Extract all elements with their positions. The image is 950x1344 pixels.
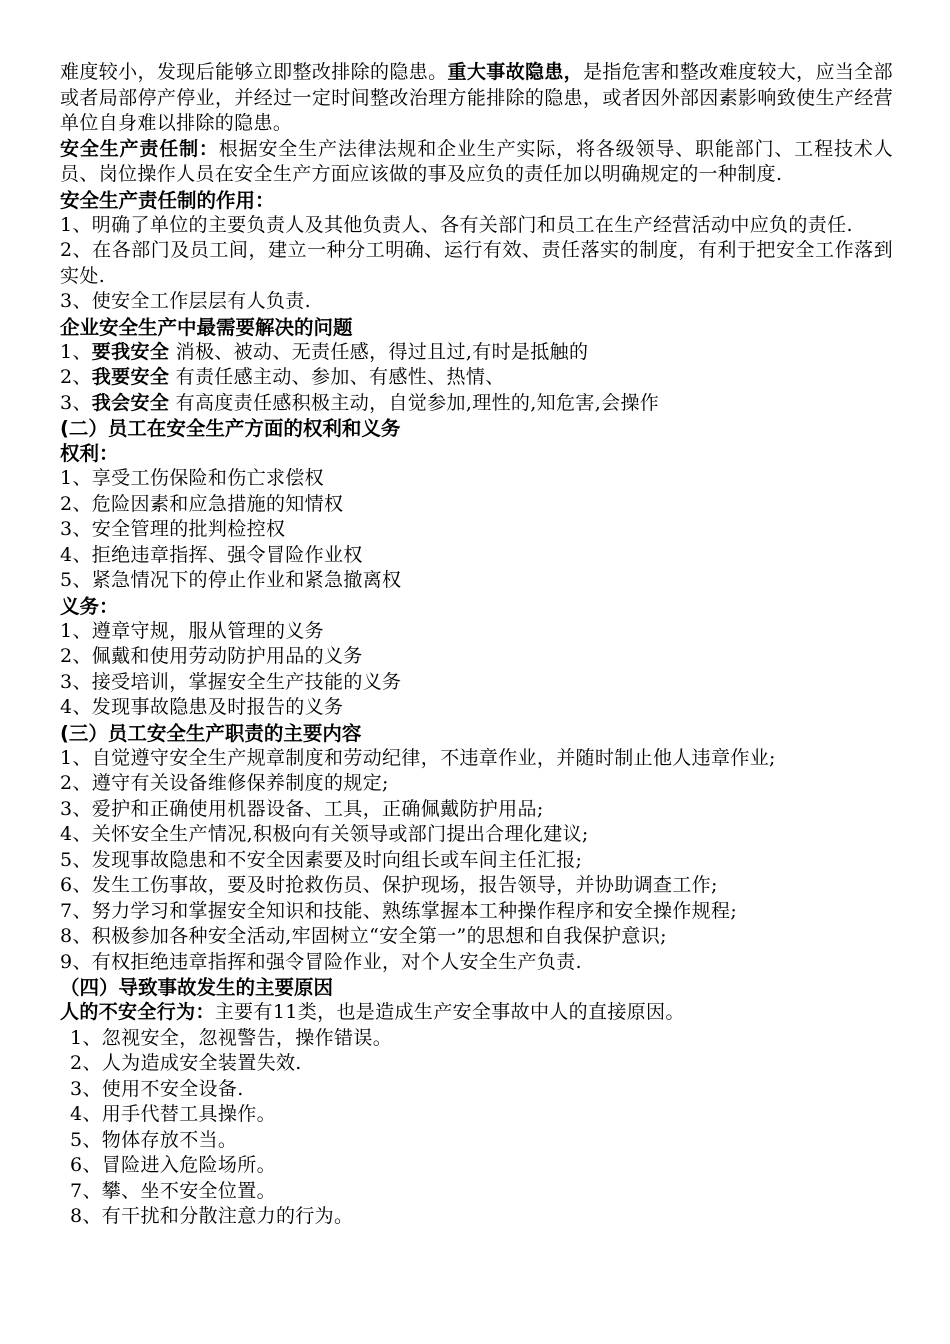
list-item: 2、危险因素和应急措施的知情权 <box>60 492 344 515</box>
responsibility-definition <box>60 137 893 188</box>
list-item: 9、有权拒绝违章指挥和强令冒险作业，对个人安全生产负责. <box>60 950 582 973</box>
list-item: 1、要我安全 消极、被动、无责任感，得过且过,有时是抵触的 <box>60 340 589 363</box>
intro-paragraph <box>60 60 893 137</box>
list-item: 8、积极参加各种安全活动,牢固树立“安全第一”的思想和自我保护意识; <box>60 925 667 947</box>
major-hazard-definition: 是指危害和整改难度较大，应当全部或者局部停产停业，并经过一定时间整改治理方能排除的隐患，或者因外部因素影响致使生产经营单位自身难以排除的隐患。 <box>60 61 893 134</box>
problem-term: 我要安全 <box>91 366 170 388</box>
list-item: 6、冒险进入危险场所。 <box>70 1154 276 1176</box>
list-item: 2、在各部门及员工间，建立一种分工明确、运行有效、责任落实的制度，有利于把安全工作落到实处. <box>60 239 893 287</box>
problems-heading: 企业安全生产中最需要解决的问题 <box>60 315 353 339</box>
list-item: 5、发现事故隐患和不安全因素要及时向组长或车间主任汇报; <box>60 848 583 871</box>
list-item: 1、忽视安全，忽视警告，操作错误。 <box>70 1026 393 1049</box>
problem-term: 我会安全 <box>91 391 170 414</box>
section-3-heading: (三）员工安全生产职责的主要内容 <box>60 721 362 745</box>
list-item: 1、遵章守规，服从管理的义务 <box>60 619 324 642</box>
list-item: 1、自觉遵守安全生产规章制度和劳动纪律，不违章作业，并随时制止他人违章作业; <box>60 746 776 769</box>
list-item: 2、遵守有关设备维修保养制度的规定; <box>60 772 389 794</box>
responsibility-term: 安全生产责任制： <box>60 137 219 160</box>
problem-term: 要我安全 <box>91 340 170 363</box>
list-item: 1、明确了单位的主要负责人及其他负责人、各有关部门和员工在生产经营活动中应负的责任. <box>60 213 853 236</box>
list-item: 5、物体存放不当。 <box>70 1128 238 1151</box>
intro-text: 难度较小，发现后能够立即整改排除的隐患。 <box>60 61 448 83</box>
list-item: 6、发生工伤事故，要及时抢救伤员、保护现场，报告领导，并协助调查工作; <box>60 874 718 896</box>
duties-heading: 义务： <box>60 594 119 618</box>
list-item: 3、使用不安全设备. <box>70 1077 244 1100</box>
unsafe-behavior-paragraph <box>60 1000 893 1026</box>
responsibility-role-heading: 安全生产责任制的作用： <box>60 188 275 212</box>
unsafe-behavior-term: 人的不安全行为： <box>60 1001 215 1023</box>
list-item: 2、佩戴和使用劳动防护用品的义务 <box>60 645 363 667</box>
list-item: 4、关怀安全生产情况,积极向有关领导或部门提出合理化建议; <box>60 823 589 845</box>
list-item: 4、拒绝违章指挥、强令冒险作业权 <box>60 543 363 566</box>
list-item: 1、享受工伤保险和伤亡求偿权 <box>60 467 324 489</box>
list-item: 4、发现事故隐患及时报告的义务 <box>60 696 344 718</box>
list-item: 2、我要安全 有责任感主动、参加、有感性、热情、 <box>60 366 505 388</box>
section-2-heading: (二）员工在安全生产方面的权利和义务 <box>60 417 401 440</box>
list-item: 3、接受培训，掌握安全生产技能的义务 <box>60 670 402 693</box>
rights-heading: 权利： <box>60 442 119 465</box>
list-item: 3、使安全工作层层有人负责. <box>60 290 312 312</box>
list-item: 5、紧急情况下的停止作业和紧急撤离权 <box>60 569 402 591</box>
list-item: 3、我会安全 有高度责任感积极主动，自觉参加,理性的,知危害,会操作 <box>60 391 660 414</box>
document-page <box>60 60 893 1230</box>
list-item: 3、安全管理的批判检控权 <box>60 518 286 540</box>
unsafe-behavior-text: 主要有11类，也是造成生产安全事故中人的直接原因。 <box>214 1001 685 1023</box>
list-item: 7、努力学习和掌握安全知识和技能、熟练掌握本工种操作程序和安全操作规程; <box>60 899 738 922</box>
list-item: 7、攀、坐不安全位置。 <box>70 1179 276 1202</box>
list-item: 8、有干扰和分散注意力的行为。 <box>70 1205 354 1227</box>
list-item: 2、人为造成安全装置失效. <box>70 1052 302 1074</box>
section-4-heading: （四）导致事故发生的主要原因 <box>60 976 334 999</box>
major-hazard-term: 重大事故隐患， <box>447 61 584 83</box>
list-item: 4、用手代替工具操作。 <box>70 1103 276 1125</box>
responsibility-text: 根据安全生产法律法规和企业生产实际，将各级领导、职能部门、工程技术人员、岗位操作人员在安全生产方面应该做的事及应负的责任加以明确规定的一种制度. <box>60 137 893 185</box>
list-item: 3、爱护和正确使用机器设备、工具，正确佩戴防护用品; <box>60 797 544 820</box>
